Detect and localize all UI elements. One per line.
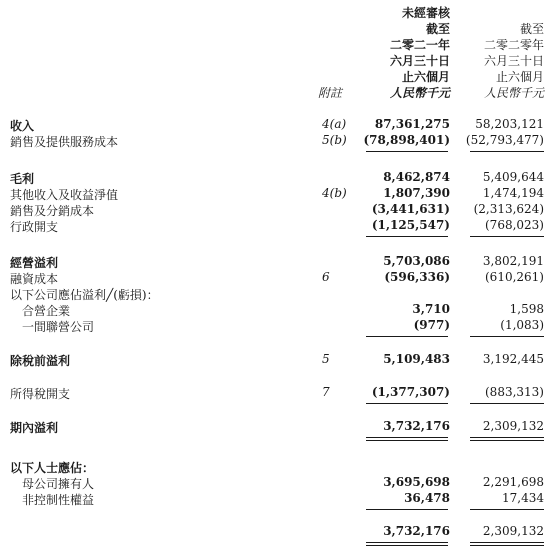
row-label: 毛利 [10,172,35,186]
row-admin-expenses [0,218,554,235]
row-profit-for-period [0,419,554,436]
subtotal-rule [470,336,544,337]
subtotal-rule [470,509,544,510]
row-gross-profit [0,170,554,187]
prior-value: (1,083) [500,318,544,332]
current-period-unit: 人民幣千元 [389,86,450,100]
subtotal-rule [366,509,448,510]
row-income-tax [0,385,554,402]
row-label: 經營溢利 [10,256,59,270]
current-value: (977) [413,318,450,332]
row-label: 以下人士應佔： [10,461,95,475]
total-rule [470,437,544,438]
subtotal-rule [470,236,544,237]
row-associate [0,318,554,335]
row-profit-before-tax [0,352,554,369]
prior-period-line3: 六月三十日 [483,54,544,68]
subtotal-rule [470,403,544,404]
row-label: 行政開支 [10,220,59,234]
current-value: 8,462,874 [383,170,450,184]
current-value: 5,703,086 [383,254,450,268]
subtotal-rule [366,151,448,152]
current-period-line1: 截至 [425,22,450,36]
row-note: 4(a) [322,117,347,131]
row-finance-costs [0,270,554,287]
row-owners-of-parent [0,475,554,492]
row-label: 所得稅開支 [10,387,71,401]
current-value: 3,710 [412,302,450,316]
prior-period-unit: 人民幣千元 [483,86,544,100]
row-operating-profit [0,254,554,271]
prior-value: 1,598 [509,302,544,316]
current-period-line3: 六月三十日 [389,54,450,68]
current-value: 3,695,698 [383,475,450,489]
current-period-line2: 二零二一年 [389,38,450,52]
current-value: 87,361,275 [374,117,450,131]
prior-value: 1,474,194 [482,186,544,200]
total-rule [470,542,544,543]
prior-period-line2: 二零二零年 [483,38,544,52]
prior-value: 2,309,132 [482,419,544,433]
total-rule [470,440,544,441]
subtotal-rule [366,236,448,237]
row-label: 其他收入及收益淨值 [10,188,119,202]
row-label: 合營企業 [22,304,71,318]
row-joint-ventures [0,302,554,319]
total-rule [366,440,448,441]
notes-column-heading: 附註 [318,86,343,100]
row-note: 5(b) [322,133,347,147]
total-rule [366,437,448,438]
row-total-attributable [0,524,554,541]
subtotal-rule [366,403,448,404]
prior-period-line1: 截至 [519,22,544,36]
prior-value: (2,313,624) [473,202,544,216]
current-value: (3,441,631) [371,202,450,216]
row-label: 除稅前溢利 [10,354,71,368]
row-cost-of-sales [0,133,554,150]
row-non-controlling-interests [0,491,554,508]
current-value: (78,898,401) [363,133,450,147]
prior-value: (883,313) [485,385,544,399]
prior-value: (52,793,477) [465,133,544,147]
row-attributable-heading [0,459,554,476]
row-note: 7 [322,385,330,399]
prior-value: 5,409,644 [482,170,544,184]
current-period-line4: 止六個月 [401,70,450,84]
prior-value: 3,802,191 [482,254,544,268]
prior-value: (610,261) [485,270,544,284]
current-value: 3,732,176 [383,419,450,433]
total-rule [366,545,448,546]
row-other-income [0,186,554,203]
total-rule [366,542,448,543]
row-label: 銷售及提供服務成本 [10,135,119,149]
prior-value: 2,309,132 [482,524,544,538]
row-share-of-profit-heading [0,286,554,303]
prior-period-line4: 止六個月 [495,70,544,84]
row-note: 4(b) [322,186,347,200]
prior-value: 58,203,121 [475,117,544,131]
row-label: 母公司擁有人 [22,477,95,491]
current-value: (1,125,547) [371,218,450,232]
row-label: 銷售及分銷成本 [10,204,95,218]
row-label: 非控制性權益 [22,493,95,507]
prior-value: 3,192,445 [482,352,544,366]
row-label: 期內溢利 [10,421,59,435]
row-label: 以下公司應佔溢利╱(虧損)： [10,288,159,302]
current-value: 3,732,176 [383,524,450,538]
subtotal-rule [366,336,448,337]
row-note: 6 [322,270,330,284]
row-note: 5 [322,352,330,366]
row-revenue [0,117,554,134]
total-rule [470,545,544,546]
prior-value: (768,023) [485,218,544,232]
row-selling-costs [0,202,554,219]
prior-value: 17,434 [502,491,544,505]
current-value: 36,478 [404,491,450,505]
row-label: 收入 [10,119,35,133]
current-value: (1,377,307) [371,385,450,399]
prior-value: 2,291,698 [482,475,544,489]
subtotal-rule [470,151,544,152]
current-value: (596,336) [384,270,450,284]
current-value: 5,109,483 [383,352,450,366]
row-label: 融資成本 [10,272,59,286]
current-value: 1,807,390 [383,186,450,200]
unaudited-heading: 未經審核 [401,6,450,20]
row-label: 一間聯營公司 [22,320,95,334]
